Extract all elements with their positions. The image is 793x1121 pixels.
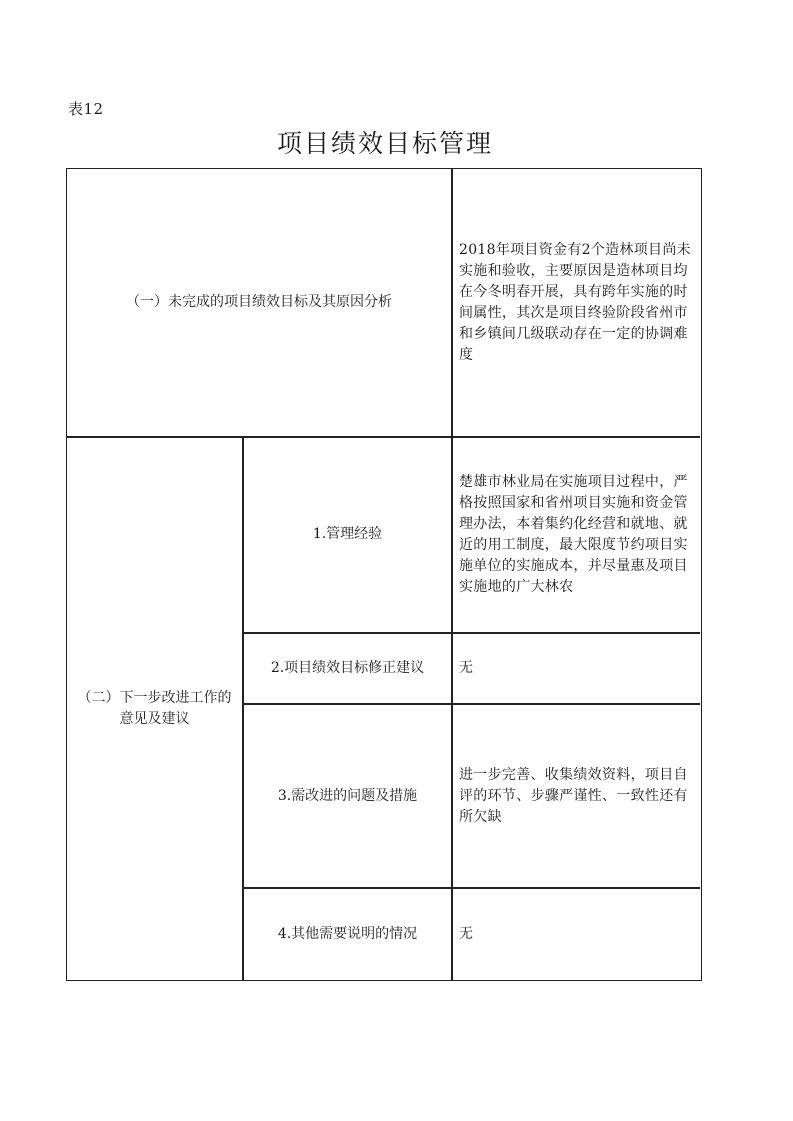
item-content-4: 无 [459, 926, 474, 942]
improvement-issues-label [244, 705, 451, 887]
goal-revision-label [244, 634, 451, 703]
item-content-2: 无 [459, 660, 474, 676]
other-notes-content [453, 889, 701, 980]
management-experience-label [244, 437, 451, 632]
unfinished-goals-content [453, 169, 701, 436]
goal-revision-content [453, 634, 701, 703]
item-label-1: 1.管理经验 [312, 526, 383, 542]
item-label-3: 3.需改进的问题及措施 [277, 787, 418, 804]
table-number-label: 表12 [68, 100, 104, 118]
page-title: 项目绩效目标管理 [276, 129, 493, 158]
unfinished-goals-label [67, 169, 451, 436]
item-label-4: 4.其他需要说明的情况 [277, 926, 418, 942]
item-content-1: 楚雄市林业局在实施项目过程中，严格按照国家和省州项目实施和资金管理办法，本着集约化经营和就地、就近的用工制度，最大限度节约项目实施单位的实施成本，并尽量惠及项目实施地的广大林农 [459, 473, 688, 595]
management-experience-content [453, 437, 701, 632]
performance-table [66, 168, 702, 981]
unfinished-goals-content-text: 2018年项目资金有2个造林项目尚未实施和验收，主要原因是造林项目均在今冬明春开展，具有跨年实施的时间属性，其次是项目终验阶段省州市和乡镇间几级联动存在一定的协调难度 [459, 241, 691, 363]
other-notes-label [244, 889, 451, 980]
next-steps-label-text: （二）下一步改进工作的意见及建议 [77, 689, 232, 727]
improvement-issues-content [453, 705, 701, 887]
next-steps-label [67, 437, 242, 980]
item-content-3: 进一步完善、收集绩效资料，项目自评的环节、步骤严谨性、一致性还有所欠缺 [459, 766, 688, 825]
item-label-2: 2.项目绩效目标修正建议 [270, 660, 425, 676]
unfinished-goals-label-text: （一）未完成的项目绩效目标及其原因分析 [126, 294, 392, 310]
